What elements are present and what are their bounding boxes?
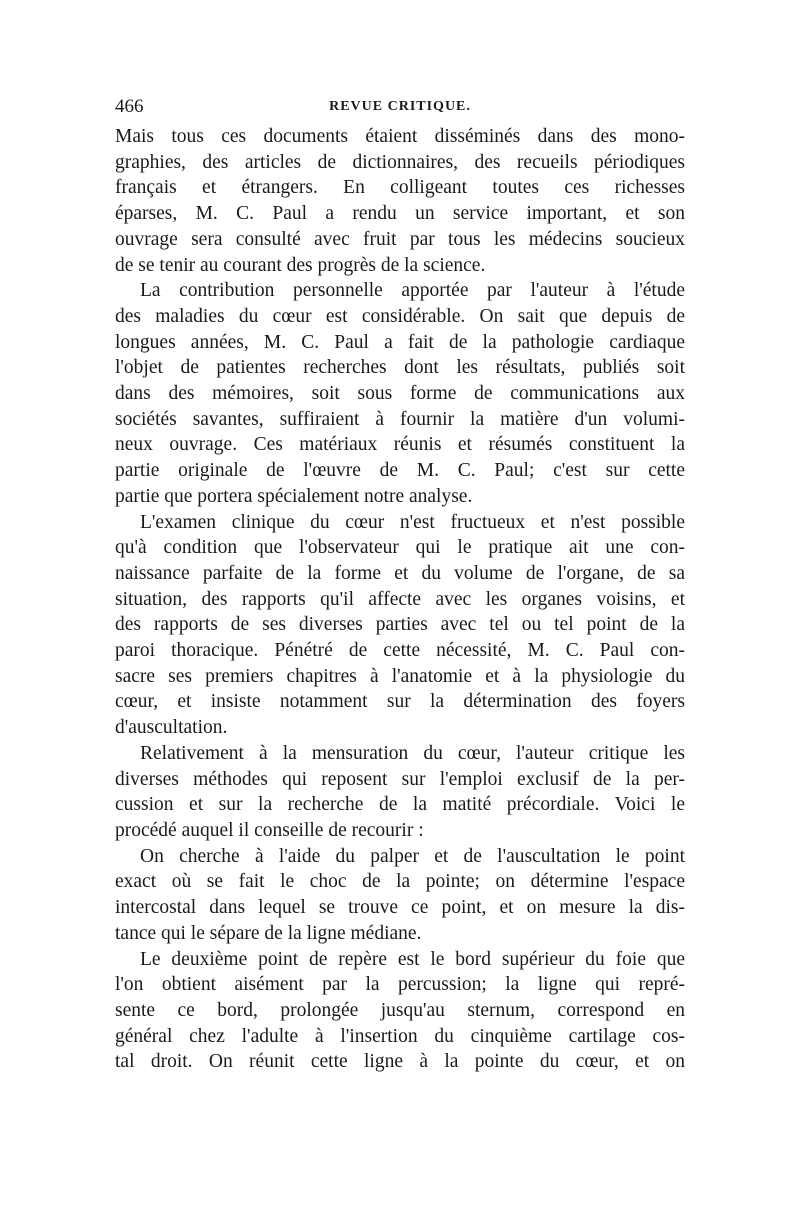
text-line: neux ouvrage. Ces matériaux réunis et résumés constituent la [115,434,685,456]
paragraph-4 [115,741,685,844]
paragraph-1 [115,124,685,278]
text-line: français et étrangers. En colligeant toutes ces richesses [115,177,685,199]
running-title: REVUE CRITIQUE. [329,99,471,114]
text-line: L'examen clinique du cœur n'est fructueux et n'est possible [140,511,685,533]
text-line: sociétés savantes, suffiraient à fournir la matière d'un volumi- [115,408,685,430]
text-line: sacre ses premiers chapitres à l'anatomie et à la physiologie du [115,665,685,687]
text-line: naissance parfaite de la forme et du volume de l'organe, de sa [115,562,685,584]
text-line: situation, des rapports qu'il affecte avec les organes voisins, et [115,588,685,610]
text-line: des rapports de ses diverses parties avec tel ou tel point de la [115,614,685,636]
text-line: général chez l'adulte à l'insertion du cinquième cartilage cos- [115,1025,685,1047]
text-line: tance qui le sépare de la ligne médiane. [115,922,422,944]
text-line: paroi thoracique. Pénétré de cette nécessité, M. C. Paul con- [115,640,685,662]
text-line: d'auscultation. [115,717,228,739]
text-line: La contribution personnelle apportée par l'auteur à l'étude [140,280,685,302]
text-line: qu'à condition que l'observateur qui le pratique ait une con- [115,537,685,559]
text-line: procédé auquel il conseille de recourir : [115,819,424,841]
paragraph-6 [115,947,685,1076]
text-line: cussion et sur la recherche de la matité précordiale. Voici le [115,794,685,816]
text-line: cœur, et insiste notamment sur la détermination des foyers [115,691,685,713]
text-line: Le deuxième point de repère est le bord supérieur du foie que [140,948,685,970]
text-line: de se tenir au courant des progrès de la science. [115,254,486,276]
text-line: sente ce bord, prolongée jusqu'au sternum, correspond en [115,999,685,1021]
text-line: longues années, M. C. Paul a fait de la pathologie cardiaque [115,331,685,353]
text-line: éparses, M. C. Paul a rendu un service important, et son [115,203,685,225]
text-line: intercostal dans lequel se trouve ce point, et on mesure la dis- [115,897,685,919]
text-line: exact où se fait le choc de la pointe; on détermine l'espace [115,871,685,893]
page [115,96,685,1075]
text-line: l'objet de patientes recherches dont les résultats, publiés soit [115,357,685,379]
text-line: l'on obtient aisément par la percussion; la ligne qui repré- [115,974,685,996]
paragraph-3 [115,510,685,741]
text-line: partie que portera spécialement notre analyse. [115,485,473,507]
text-line: Relativement à la mensuration du cœur, l'auteur critique les [140,742,685,764]
paragraph-5 [115,844,685,947]
text-line: tal droit. On réunit cette ligne à la pointe du cœur, et on [115,1051,685,1073]
text-line: dans des mémoires, soit sous forme de communications aux [115,383,685,405]
text-line: partie originale de l'œuvre de M. C. Paul; c'est sur cette [115,460,685,482]
page-number: 466 [115,96,144,117]
body-text [115,124,685,1075]
text-line: ouvrage sera consulté avec fruit par tous les médecins soucieux [115,228,685,250]
text-line: On cherche à l'aide du palper et de l'auscultation le point [140,845,685,867]
text-line: Mais tous ces documents étaient disséminés dans des mono- [115,126,685,147]
paragraph-2 [115,278,685,509]
text-line: graphies, des articles de dictionnaires, des recueils périodiques [115,151,685,173]
running-head [115,96,685,124]
text-line: des maladies du cœur est considérable. On sait que depuis de [115,305,685,327]
text-line: diverses méthodes qui reposent sur l'emploi exclusif de la per- [115,768,685,790]
